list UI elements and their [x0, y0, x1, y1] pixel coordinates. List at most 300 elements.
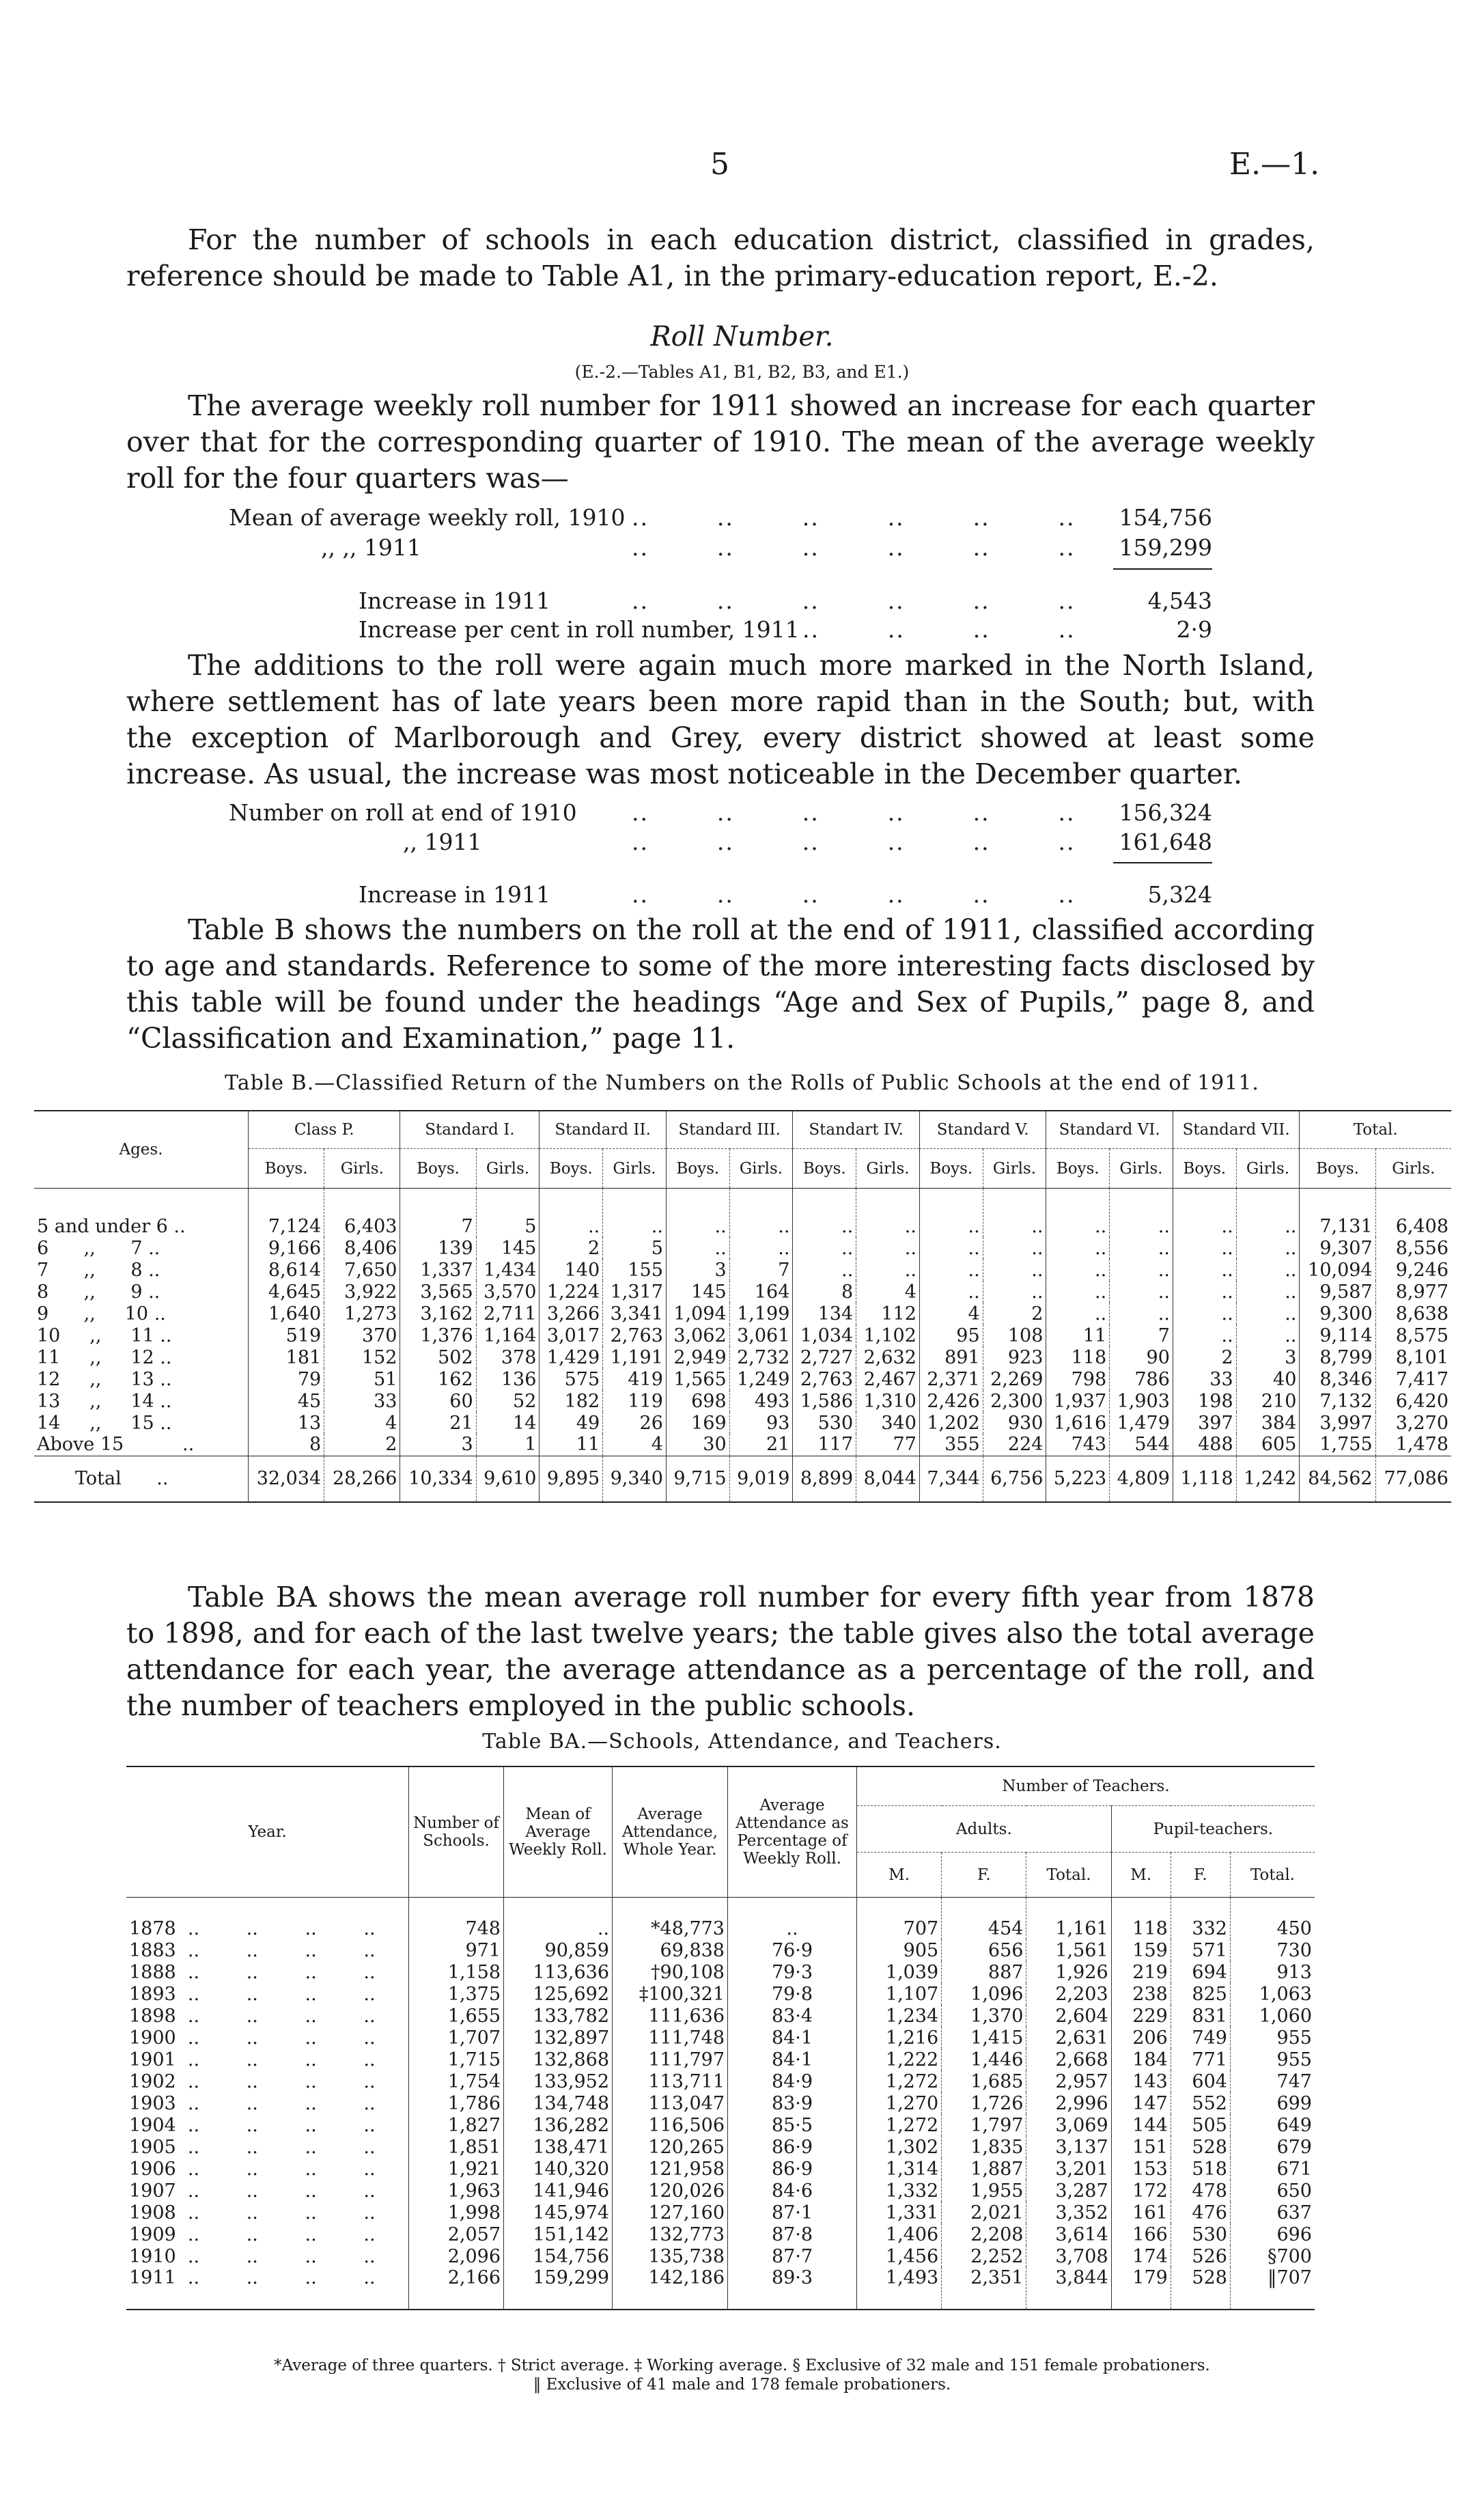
value-cell: 1,302 — [857, 2136, 942, 2158]
value-cell: 108 — [983, 1325, 1046, 1346]
value-cell: 1,616 — [1046, 1412, 1110, 1434]
table-ba-caption: Table BA.—Schools, Attendance, and Teachers. — [482, 1730, 1002, 1753]
intro-paragraph: For the number of schools in each education district, classified in grades, reference should be made to Table A1, in the primary-education report, E.-2. — [126, 223, 1315, 292]
value-cell: 181 — [249, 1346, 324, 1368]
value-cell: 8,044 — [856, 1456, 920, 1502]
group-header: Standart IV. — [793, 1111, 920, 1149]
value-cell: 1,199 — [729, 1303, 793, 1325]
value-cell: 1,479 — [1110, 1412, 1173, 1434]
group-header: Standard III. — [666, 1111, 793, 1149]
value-cell: 419 — [603, 1368, 667, 1390]
value-cell: 162 — [400, 1368, 476, 1390]
value-cell: 8,575 — [1375, 1325, 1451, 1346]
value-cell: 153 — [1111, 2158, 1171, 2180]
value-cell: *48,773 — [613, 1898, 728, 1940]
table-row — [34, 1237, 1451, 1259]
value-cell: .. — [919, 1237, 983, 1259]
value-cell: 45 — [249, 1390, 324, 1412]
value-cell: 2,668 — [1026, 2049, 1111, 2070]
value-cell: 1,586 — [793, 1390, 856, 1412]
group-header: Class P. — [249, 1111, 400, 1149]
value-cell: 4 — [856, 1281, 920, 1303]
value-cell: 3,266 — [540, 1303, 603, 1325]
year-cell — [126, 2158, 409, 2180]
leader-dots: .. .. .. .. .. .. — [632, 534, 1076, 561]
value-cell: 84·9 — [728, 2070, 857, 2092]
age-cell: 5 and under 6 .. — [37, 1216, 186, 1237]
value-cell: 825 — [1171, 1983, 1230, 2005]
table-row — [34, 1281, 1451, 1303]
boys-header: Boys. — [1300, 1149, 1375, 1189]
adults-f-header: F. — [942, 1853, 1026, 1898]
value-cell: 1,242 — [1236, 1456, 1300, 1502]
leader-dots: .. .. .. .. — [176, 1983, 376, 2005]
mean-roll-1910-value: 154,756 — [1119, 504, 1212, 531]
value-cell: 3,565 — [400, 1281, 476, 1303]
value-cell: 923 — [983, 1346, 1046, 1368]
value-cell: 1,272 — [857, 2114, 942, 2136]
value-cell: 1,270 — [857, 2092, 942, 2114]
table-row — [126, 2027, 1315, 2049]
value-cell: 4 — [324, 1412, 400, 1434]
value-cell: 1,161 — [1026, 1898, 1111, 1940]
value-cell: .. — [728, 1898, 857, 1940]
value-cell: 571 — [1171, 1939, 1230, 1961]
value-cell: 9,114 — [1300, 1325, 1375, 1346]
value-cell: 2,996 — [1026, 2092, 1111, 2114]
table-row — [34, 1368, 1451, 1390]
value-cell: 3,341 — [603, 1303, 667, 1325]
value-cell: 478 — [1171, 2180, 1230, 2202]
age-cell: 9 ,, 10 .. — [37, 1303, 166, 1325]
group-header: Standard VI. — [1046, 1111, 1173, 1149]
value-cell: 1,715 — [409, 2049, 504, 2070]
value-cell: 7,131 — [1300, 1189, 1375, 1238]
value-cell: 1,158 — [409, 1961, 504, 1983]
value-cell: 2,300 — [983, 1390, 1046, 1412]
sum-rule — [1113, 568, 1212, 570]
table-row — [126, 2005, 1315, 2027]
value-cell: 86·9 — [728, 2136, 857, 2158]
value-cell: 3 — [1236, 1346, 1300, 1368]
value-cell: 77,086 — [1375, 1456, 1451, 1502]
value-cell: 132,897 — [504, 2027, 613, 2049]
value-cell: 3,069 — [1026, 2114, 1111, 2136]
value-cell: 707 — [857, 1898, 942, 1940]
leader-dots: .. .. .. .. — [176, 2223, 376, 2245]
value-cell: .. — [1173, 1259, 1236, 1281]
value-cell: .. — [793, 1189, 856, 1238]
footnote-2: ‖ Exclusive of 41 male and 178 female probationers. — [533, 2376, 951, 2394]
value-cell: 6,756 — [983, 1456, 1046, 1502]
value-cell: 7,344 — [919, 1456, 983, 1502]
value-cell: 1,415 — [942, 2027, 1026, 2049]
value-cell: 9,246 — [1375, 1259, 1451, 1281]
value-cell: 3,287 — [1026, 2180, 1111, 2202]
value-cell: 224 — [983, 1434, 1046, 1456]
value-cell: 1,755 — [1300, 1434, 1375, 1456]
value-cell: 2 — [324, 1434, 400, 1456]
value-cell: 219 — [1111, 1961, 1171, 1983]
value-cell: 2,711 — [476, 1303, 540, 1325]
value-cell: 87·1 — [728, 2202, 857, 2223]
value-cell: 1,655 — [409, 2005, 504, 2027]
value-cell: .. — [983, 1259, 1046, 1281]
year-cell — [126, 2245, 409, 2267]
value-cell: 649 — [1230, 2114, 1315, 2136]
mean-roll-1911-label: ,, ,, 1911 — [321, 534, 421, 561]
value-cell: .. — [1110, 1303, 1173, 1325]
table-row — [34, 1259, 1451, 1281]
value-cell: 1,234 — [857, 2005, 942, 2027]
value-cell: 159,299 — [504, 2267, 613, 2310]
value-cell: 229 — [1111, 2005, 1171, 2027]
value-cell: 2,604 — [1026, 2005, 1111, 2027]
value-cell: 7,417 — [1375, 1368, 1451, 1390]
value-cell: 69,838 — [613, 1939, 728, 1961]
value-cell: 699 — [1230, 2092, 1315, 2114]
value-cell: 60 — [400, 1390, 476, 1412]
value-cell: 139 — [400, 1237, 476, 1259]
value-cell: 1,429 — [540, 1346, 603, 1368]
value-cell: 1,851 — [409, 2136, 504, 2158]
table-row — [126, 2136, 1315, 2158]
value-cell: 1,222 — [857, 2049, 942, 2070]
value-cell: .. — [666, 1189, 729, 1238]
pupil-total-header: Total. — [1230, 1853, 1315, 1898]
value-cell: 9,307 — [1300, 1237, 1375, 1259]
value-cell: .. — [983, 1189, 1046, 1238]
value-cell: 1,887 — [942, 2158, 1026, 2180]
value-cell: 26 — [603, 1412, 667, 1434]
value-cell: 118 — [1046, 1346, 1110, 1368]
value-cell: 111,797 — [613, 2049, 728, 2070]
value-cell: 6,420 — [1375, 1390, 1451, 1412]
value-cell: 887 — [942, 1961, 1026, 1983]
increase-1911-line — [359, 587, 1212, 615]
table-row — [126, 1898, 1315, 1940]
attendance-pct-header: Average Attendance as Percentage of Weekly Roll. — [728, 1766, 857, 1898]
value-cell: 1,216 — [857, 2027, 942, 2049]
value-cell: 2,269 — [983, 1368, 1046, 1390]
value-cell: 9,610 — [476, 1456, 540, 1502]
value-cell: 132,868 — [504, 2049, 613, 2070]
mean-roll-1911-value: 159,299 — [1119, 534, 1212, 561]
value-cell: 3,017 — [540, 1325, 603, 1346]
value-cell: 7 — [1110, 1325, 1173, 1346]
value-cell: 1,685 — [942, 2070, 1026, 2092]
boys-header: Boys. — [540, 1149, 603, 1189]
value-cell: 135,738 — [613, 2245, 728, 2267]
value-cell: 132,773 — [613, 2223, 728, 2245]
year-label: 1906 — [129, 2158, 176, 2180]
value-cell: 9,019 — [729, 1456, 793, 1502]
year-label: 1904 — [129, 2114, 176, 2136]
table-row — [126, 2092, 1315, 2114]
mean-roll-1910-line — [229, 504, 1212, 531]
year-label: 1905 — [129, 2136, 176, 2158]
value-cell: 798 — [1046, 1368, 1110, 1390]
value-cell: 134,748 — [504, 2092, 613, 2114]
value-cell: 113,636 — [504, 1961, 613, 1983]
end-roll-1911-line — [229, 829, 1212, 856]
value-cell: 502 — [400, 1346, 476, 1368]
value-cell: 1,191 — [603, 1346, 667, 1368]
value-cell: .. — [1046, 1303, 1110, 1325]
value-cell: 2,467 — [856, 1368, 920, 1390]
value-cell: 3,061 — [729, 1325, 793, 1346]
value-cell: 2,351 — [942, 2267, 1026, 2310]
leader-dots: .. .. .. .. — [176, 1961, 376, 1983]
value-cell: 1,493 — [857, 2267, 942, 2310]
value-cell: 21 — [729, 1434, 793, 1456]
value-cell: 730 — [1230, 1939, 1315, 1961]
year-label: 1893 — [129, 1983, 176, 2005]
value-cell: 84·1 — [728, 2049, 857, 2070]
leader-dots: .. .. .. .. .. .. — [632, 829, 1076, 855]
value-cell: 748 — [409, 1898, 504, 1940]
value-cell: 604 — [1171, 2070, 1230, 2092]
value-cell: 4 — [603, 1434, 667, 1456]
age-cell: 6 ,, 7 .. — [37, 1237, 160, 1259]
table-row — [126, 2049, 1315, 2070]
value-cell: .. — [1173, 1237, 1236, 1259]
table-row — [34, 1346, 1451, 1368]
value-cell: 3,997 — [1300, 1412, 1375, 1434]
age-cell: 7 ,, 8 .. — [37, 1259, 160, 1281]
value-cell: 1,096 — [942, 1983, 1026, 2005]
value-cell: 2,957 — [1026, 2070, 1111, 2092]
value-cell: 4 — [919, 1303, 983, 1325]
value-cell: 2,732 — [729, 1346, 793, 1368]
value-cell: 1,434 — [476, 1259, 540, 1281]
value-cell: 7,650 — [324, 1259, 400, 1281]
table-ba — [126, 1766, 1315, 2310]
value-cell: 1,063 — [1230, 1983, 1315, 2005]
year-label: 1902 — [129, 2070, 176, 2092]
year-label: 1901 — [129, 2049, 176, 2070]
value-cell: 476 — [1171, 2202, 1230, 2223]
value-cell: 575 — [540, 1368, 603, 1390]
value-cell: 4,809 — [1110, 1456, 1173, 1502]
table-row — [126, 2223, 1315, 2245]
roll-paragraph-2: The additions to the roll were again much more marked in the North Island, where settlement has of late years been more rapid than in the South; but, with the exception of Marlborough and Grey, every district showed at least some increase. As usual, the increase was most noticeable in the December quarter. — [126, 649, 1315, 790]
table-row — [126, 2245, 1315, 2267]
value-cell: 1,561 — [1026, 1939, 1111, 1961]
year-cell — [126, 2114, 409, 2136]
value-cell: 113,711 — [613, 2070, 728, 2092]
value-cell: 117 — [793, 1434, 856, 1456]
year-label: 1908 — [129, 2202, 176, 2223]
value-cell: 111,636 — [613, 2005, 728, 2027]
leader-dots: .. .. .. .. — [176, 2049, 376, 2070]
value-cell: 650 — [1230, 2180, 1315, 2202]
value-cell: 2,371 — [919, 1368, 983, 1390]
value-cell: 3,844 — [1026, 2267, 1111, 2310]
value-cell: 8,638 — [1375, 1303, 1451, 1325]
group-header: Standard VII. — [1173, 1111, 1300, 1149]
age-cell: 10 ,, 11 .. — [37, 1325, 172, 1346]
value-cell: 155 — [603, 1259, 667, 1281]
value-cell: 118 — [1111, 1898, 1171, 1940]
value-cell: 87·7 — [728, 2245, 857, 2267]
value-cell: 84·1 — [728, 2027, 857, 2049]
value-cell: 1,707 — [409, 2027, 504, 2049]
value-cell: 1,998 — [409, 2202, 504, 2223]
value-cell: .. — [666, 1237, 729, 1259]
value-cell: 144 — [1111, 2114, 1171, 2136]
leader-dots: .. .. .. .. — [176, 2202, 376, 2223]
avg-attendance-header: Average Attendance, Whole Year. — [613, 1766, 728, 1898]
value-cell: 454 — [942, 1898, 1026, 1940]
value-cell: 11 — [1046, 1325, 1110, 1346]
year-cell — [126, 2070, 409, 2092]
value-cell: 8,556 — [1375, 1237, 1451, 1259]
value-cell: 13 — [249, 1412, 324, 1434]
value-cell: 955 — [1230, 2049, 1315, 2070]
value-cell: 384 — [1236, 1412, 1300, 1434]
table-row — [126, 2070, 1315, 2092]
girls-header: Girls. — [1375, 1149, 1451, 1189]
value-cell: 142,186 — [613, 2267, 728, 2310]
value-cell: 3,352 — [1026, 2202, 1111, 2223]
value-cell: 184 — [1111, 2049, 1171, 2070]
value-cell: 891 — [919, 1346, 983, 1368]
table-row — [126, 2114, 1315, 2136]
value-cell: 3 — [400, 1434, 476, 1456]
age-cell: Above 15 .. — [37, 1434, 195, 1456]
year-label: 1878 — [129, 1918, 176, 1939]
value-cell: .. — [504, 1898, 613, 1940]
value-cell: 1 — [476, 1434, 540, 1456]
increase-pct-value: 2·9 — [1176, 616, 1212, 643]
value-cell: 7,132 — [1300, 1390, 1375, 1412]
group-header: Standard I. — [400, 1111, 540, 1149]
value-cell: ‡100,321 — [613, 1983, 728, 2005]
value-cell: 8,346 — [1300, 1368, 1375, 1390]
value-cell: 8,101 — [1375, 1346, 1451, 1368]
value-cell: 85·5 — [728, 2114, 857, 2136]
year-cell — [126, 1961, 409, 1983]
boys-header: Boys. — [400, 1149, 476, 1189]
value-cell: 28,266 — [324, 1456, 400, 1502]
value-cell: 116,506 — [613, 2114, 728, 2136]
value-cell: 182 — [540, 1390, 603, 1412]
group-header: Standard II. — [540, 1111, 667, 1149]
value-cell: 552 — [1171, 2092, 1230, 2114]
value-cell: 1,827 — [409, 2114, 504, 2136]
value-cell: .. — [1046, 1259, 1110, 1281]
value-cell: 8 — [249, 1434, 324, 1456]
value-cell: 51 — [324, 1368, 400, 1390]
value-cell: 1,249 — [729, 1368, 793, 1390]
value-cell: 1,456 — [857, 2245, 942, 2267]
year-label: 1903 — [129, 2092, 176, 2114]
value-cell: 2,632 — [856, 1346, 920, 1368]
increase-1911-label: Increase in 1911 — [359, 587, 550, 614]
value-cell: 1,331 — [857, 2202, 942, 2223]
value-cell: 2 — [1173, 1346, 1236, 1368]
value-cell: 161 — [1111, 2202, 1171, 2223]
value-cell: 1,926 — [1026, 1961, 1111, 1983]
value-cell: 3,922 — [324, 1281, 400, 1303]
leader-dots: .. .. .. .. .. .. — [632, 504, 1076, 531]
year-label: 1910 — [129, 2245, 176, 2267]
age-cell: 8 ,, 9 .. — [37, 1281, 160, 1303]
value-cell: 206 — [1111, 2027, 1171, 2049]
table-b — [34, 1110, 1451, 1503]
value-cell: 136 — [476, 1368, 540, 1390]
leader-dots: .. .. .. .. — [176, 2070, 376, 2092]
leader-dots: .. .. .. .. — [176, 2245, 376, 2267]
value-cell: 355 — [919, 1434, 983, 1456]
value-cell: 7 — [400, 1189, 476, 1238]
table-row — [126, 2158, 1315, 2180]
value-cell: 1,060 — [1230, 2005, 1315, 2027]
value-cell: 127,160 — [613, 2202, 728, 2223]
table-row — [126, 1961, 1315, 1983]
value-cell: 138,471 — [504, 2136, 613, 2158]
girls-header: Girls. — [729, 1149, 793, 1189]
year-cell — [126, 2092, 409, 2114]
value-cell: 1,797 — [942, 2114, 1026, 2136]
value-cell: 2,096 — [409, 2245, 504, 2267]
value-cell: ‖707 — [1230, 2267, 1315, 2310]
value-cell: 493 — [729, 1390, 793, 1412]
value-cell: .. — [1236, 1259, 1300, 1281]
page-number: 5 — [710, 147, 729, 182]
leader-dots: .. .. .. .. — [802, 616, 1076, 643]
value-cell: 1,640 — [249, 1303, 324, 1325]
value-cell: 1,376 — [400, 1325, 476, 1346]
value-cell: .. — [1046, 1281, 1110, 1303]
value-cell: 9,300 — [1300, 1303, 1375, 1325]
value-cell: 694 — [1171, 1961, 1230, 1983]
value-cell: 913 — [1230, 1961, 1315, 1983]
value-cell: 76·9 — [728, 1939, 857, 1961]
adults-header: Adults. — [857, 1806, 1112, 1853]
value-cell: 1,332 — [857, 2180, 942, 2202]
value-cell: 1,034 — [793, 1325, 856, 1346]
group-header: Total. — [1300, 1111, 1451, 1149]
value-cell: 332 — [1171, 1898, 1230, 1940]
year-cell — [126, 1898, 409, 1940]
value-cell: 637 — [1230, 2202, 1315, 2223]
value-cell: 133,782 — [504, 2005, 613, 2027]
value-cell: 145,974 — [504, 2202, 613, 2223]
value-cell: 1,835 — [942, 2136, 1026, 2158]
roll-paragraph-1: The average weekly roll number for 1911 showed an increase for each quarter over that for the corresponding quarter of 1910. The mean of the average weekly roll for the four quarters was— — [126, 389, 1315, 495]
value-cell: .. — [1046, 1189, 1110, 1238]
end-increase-line — [359, 881, 1212, 909]
value-cell: 49 — [540, 1412, 603, 1434]
year-cell — [126, 1939, 409, 1961]
end-roll-1911-label: ,, 1911 — [403, 829, 482, 855]
pupil-teachers-header: Pupil-teachers. — [1111, 1806, 1315, 1853]
leader-dots: .. .. .. .. .. .. — [632, 587, 1076, 614]
value-cell: 1,317 — [603, 1281, 667, 1303]
value-cell: 52 — [476, 1390, 540, 1412]
leader-dots: .. .. .. .. — [176, 1939, 376, 1961]
value-cell: 930 — [983, 1412, 1046, 1434]
value-cell: †90,108 — [613, 1961, 728, 1983]
value-cell: 1,314 — [857, 2158, 942, 2180]
table-row — [126, 2267, 1315, 2310]
value-cell: 21 — [400, 1412, 476, 1434]
value-cell: .. — [983, 1281, 1046, 1303]
value-cell: §700 — [1230, 2245, 1315, 2267]
value-cell: 2,763 — [603, 1325, 667, 1346]
